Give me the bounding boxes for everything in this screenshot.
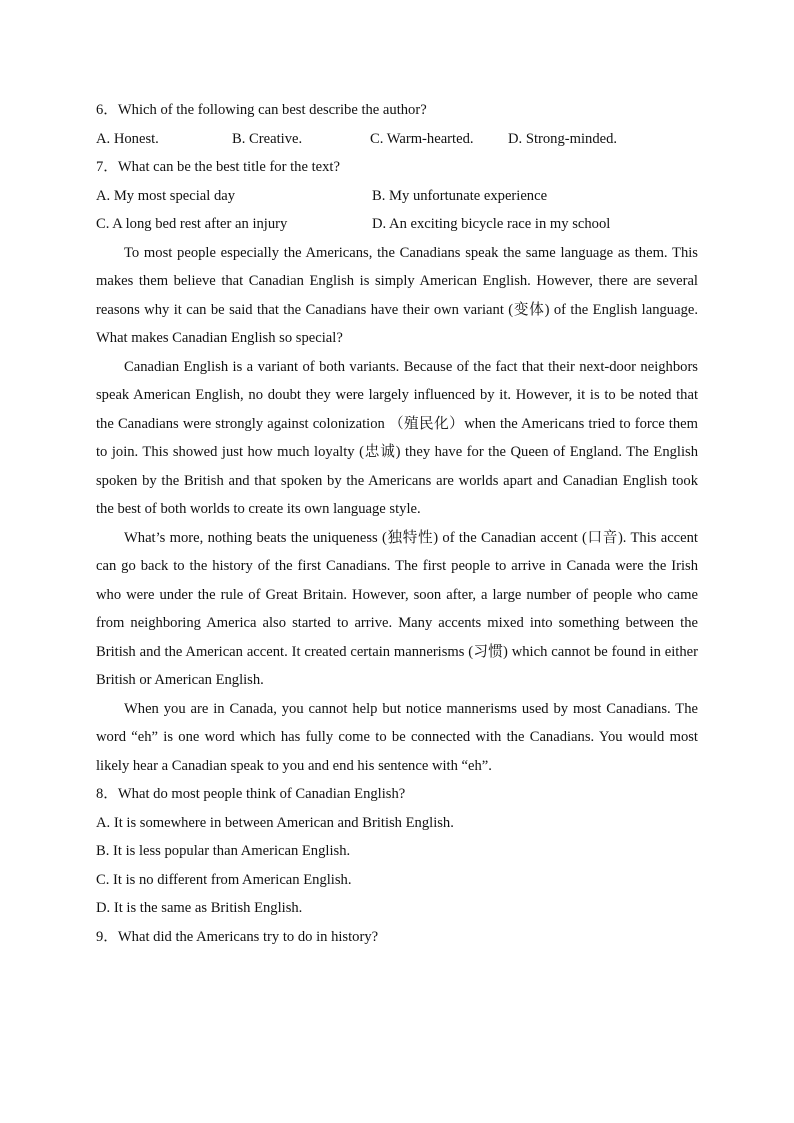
document-page [96, 96, 698, 951]
question-6-stem: 6．Which of the following can best describe the author? [96, 102, 427, 118]
passage-paragraph-4: When you are in Canada, you cannot help but notice mannerisms used by most Canadians. The word “eh” is one word which has fully come to be connected with the Canadians. You would most likely hear a Canadian speak to you and end his sentence with “eh”. [96, 700, 698, 774]
question-7-option-b: B. My unfortunate experience [372, 187, 548, 204]
question-7-stem: 7．What can be the best title for the text? [96, 159, 340, 175]
question-6-option-d: D. Strong-minded. [508, 130, 618, 147]
question-6-option-b: B. Creative. [232, 130, 303, 147]
question-7-option-d: D. An exciting bicycle race in my school [372, 216, 611, 232]
passage-paragraph-2: Canadian English is a variant of both variants. Because of the fact that their next-door neighbors speak American English, no doubt they were largely influenced by it. However, it is to be noted that the Canadians were strongly against colonization （殖民化）when the Americans tried to force them to join. This showed just how much loyalty (忠诚) they have for the Queen of England. The English spoken by the British and that spoken by the Americans are worlds apart and Canadian English took the best of both worlds to create its own language style. [96, 358, 698, 517]
passage-paragraph-3: What’s more, nothing beats the uniqueness (独特性) of the Canadian accent (口音). This accent can go back to the history of the first Canadians. The first people to arrive in Canada were the Irish who were under the rule of Great Britain. However, soon after, a large number of people who came from neighboring America also started to arrive. Many accents mixed into something between the British and the American accent. It created certain mannerisms (习惯) which cannot be found in either British or American English. [96, 529, 698, 688]
question-9-stem: 9．What did the Americans try to do in history? [96, 928, 379, 945]
question-7-option-a: A. My most special day [96, 187, 236, 204]
question-6-option-c: C. Warm-hearted. [370, 130, 474, 147]
question-7-options-row-1 [96, 182, 698, 211]
question-8-option-b: B. It is less popular than American English. [96, 843, 351, 859]
question-6-option-a: A. Honest. [96, 130, 159, 147]
question-8-option-c: C. It is no different from American English. [96, 871, 352, 888]
question-7-options-row-2 [96, 210, 698, 239]
passage-paragraph-1: To most people especially the Americans, the Canadians speak the same language as them. This makes them believe that Canadian English is simply American English. However, there are several reasons why it can be said that the Canadians have their own variant (变体) of the English language. What makes Canadian English so special? [96, 244, 698, 346]
question-7-option-c: C. A long bed rest after an injury [96, 216, 288, 232]
question-8-stem: 8．What do most people think of Canadian English? [96, 786, 406, 802]
question-8-option-d: D. It is the same as British English. [96, 900, 303, 916]
question-6-options [96, 125, 698, 154]
question-8-option-a: A. It is somewhere in between American and British English. [96, 814, 454, 831]
